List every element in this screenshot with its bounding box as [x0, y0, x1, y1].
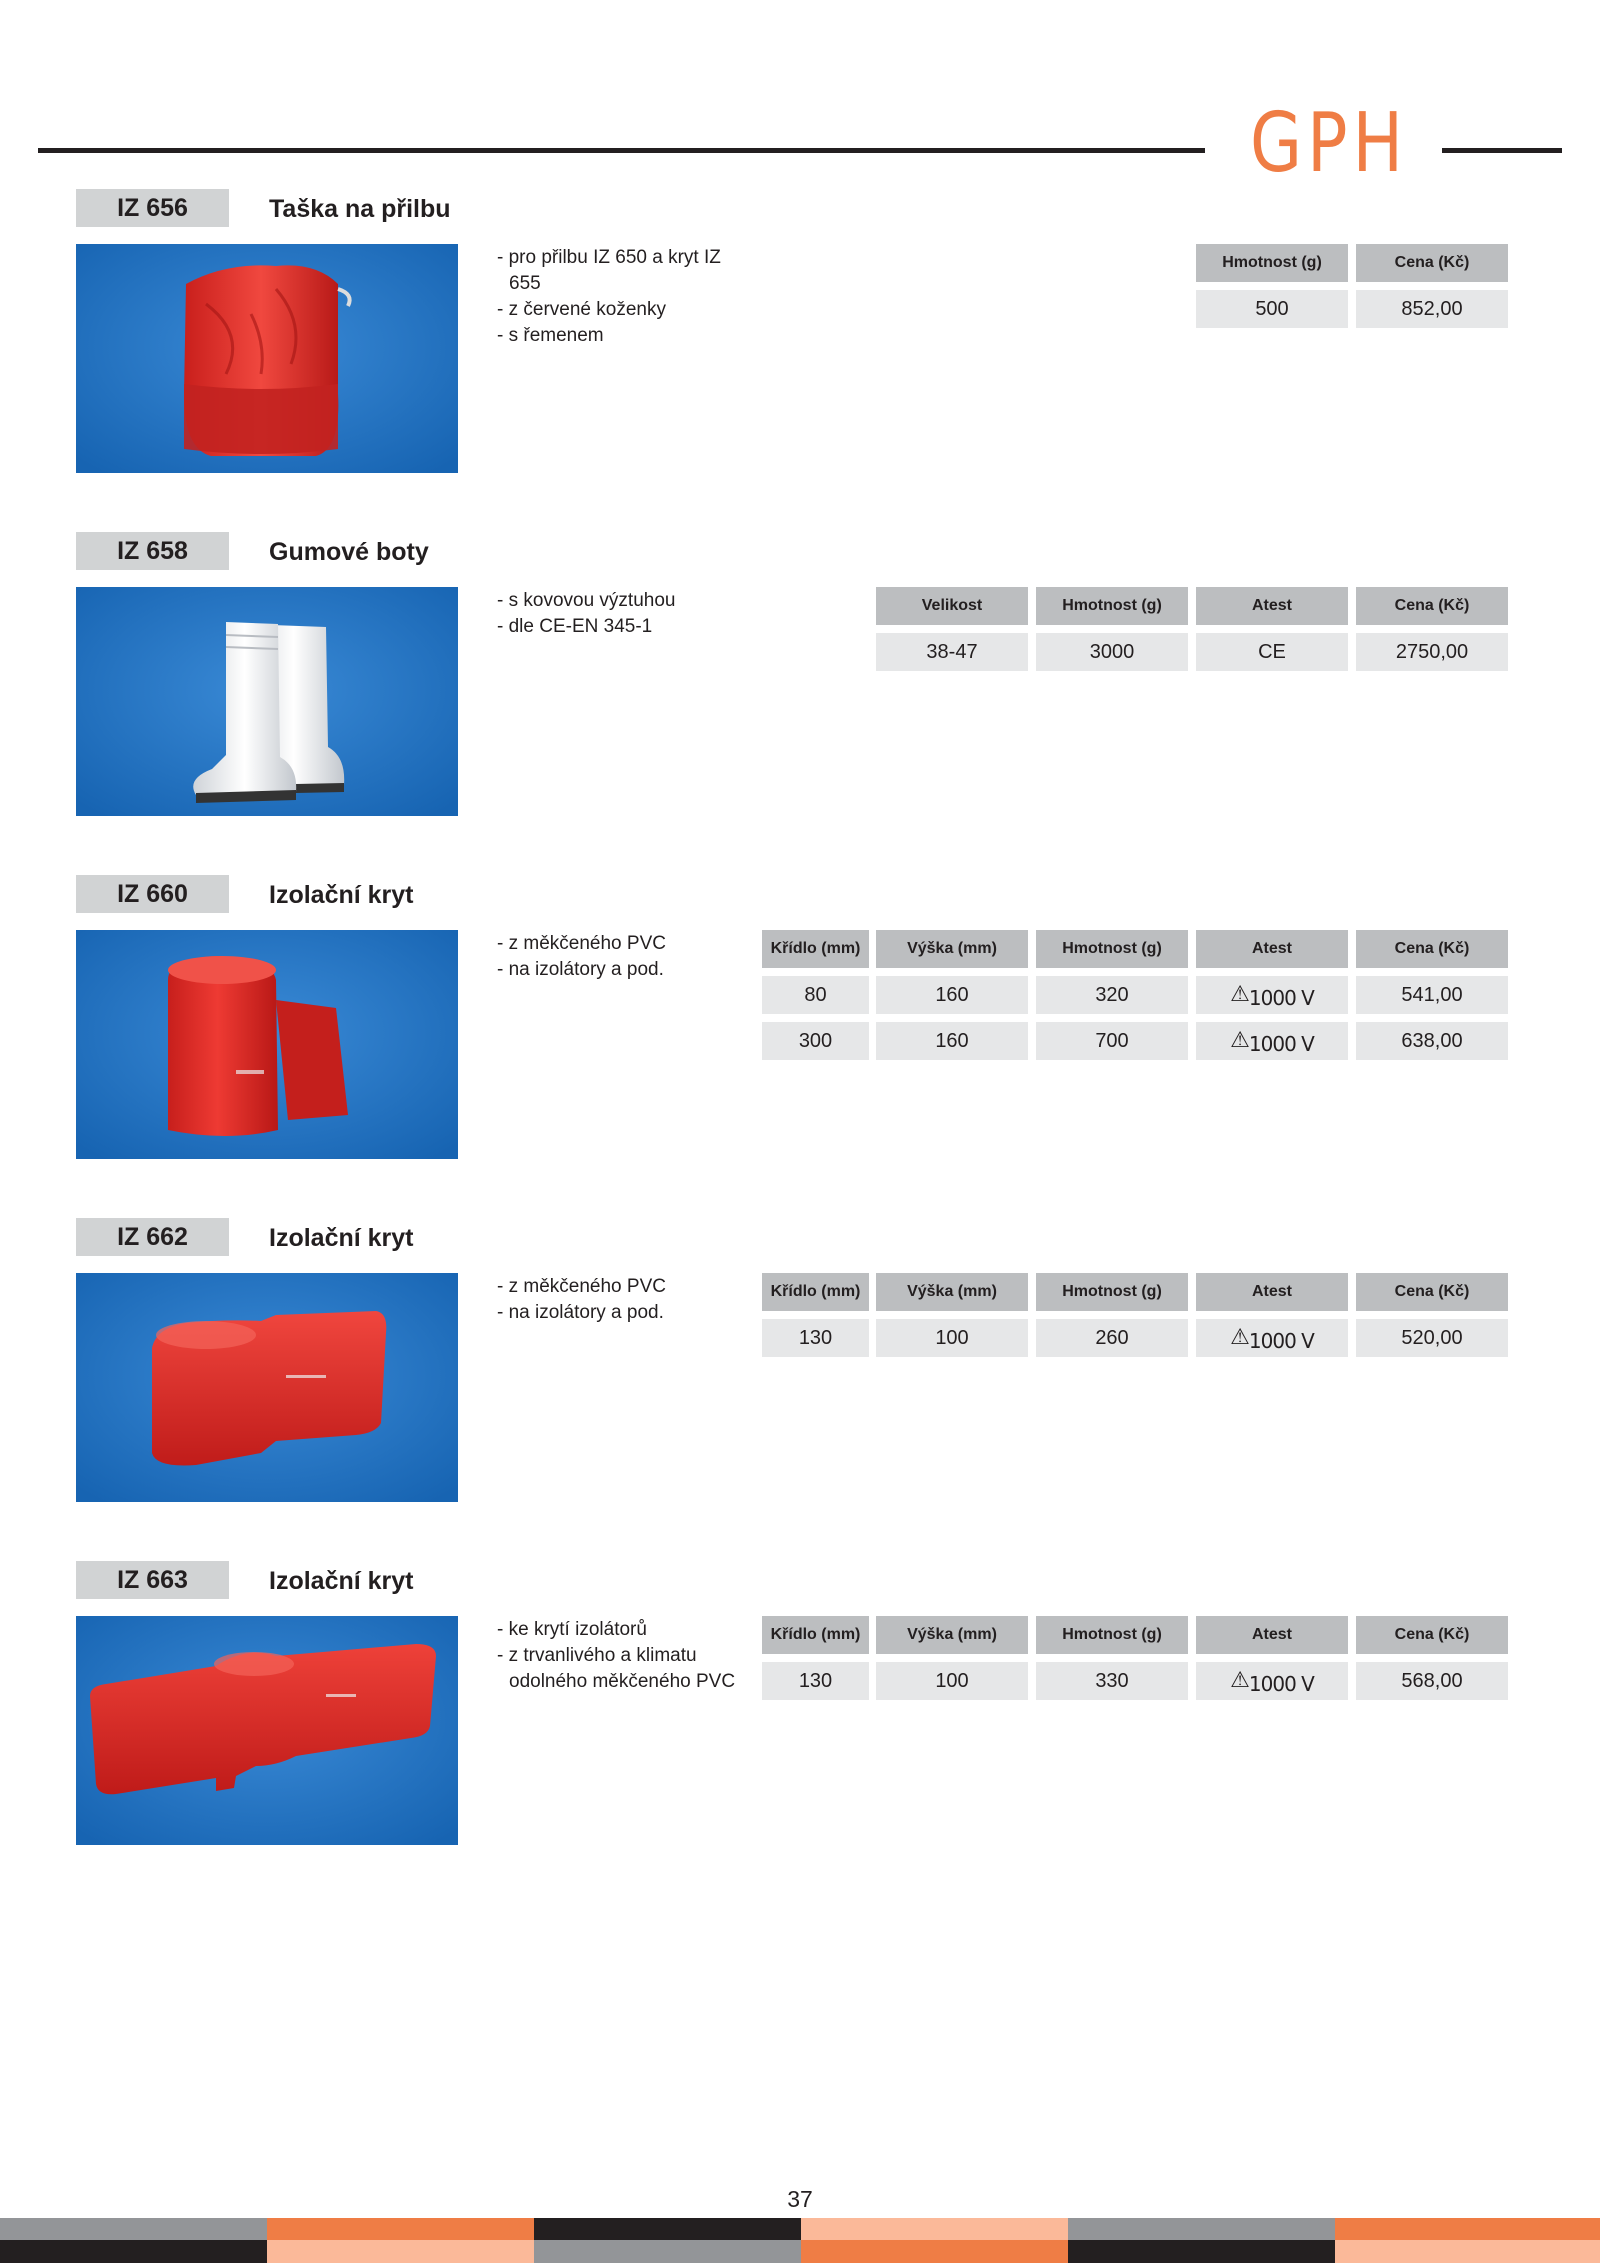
- table-header-cena: Cena (Kč): [1356, 1616, 1508, 1654]
- product-name: Izolační kryt: [269, 881, 414, 909]
- feature-item: - s řemenem: [497, 323, 737, 349]
- table-cell: 100: [876, 1319, 1028, 1357]
- feature-item: - s kovovou výztuhou: [497, 588, 737, 614]
- table-header-velikost: Velikost: [876, 587, 1028, 625]
- table-cell: 160: [876, 976, 1028, 1014]
- footer-band: [801, 2240, 1068, 2263]
- product-iz-662: [0, 1218, 1600, 1548]
- feature-list: [497, 1617, 737, 1695]
- red-insulating-cover-icon: [76, 1273, 458, 1502]
- table-cell: 100: [876, 1662, 1028, 1700]
- table-header-cena: Cena (Kč): [1356, 244, 1508, 282]
- table-cell: 130: [762, 1662, 869, 1700]
- page-number: 37: [787, 2186, 813, 2212]
- table-cell: 130: [762, 1319, 869, 1357]
- table-header-hmotnost: Hmotnost (g): [1036, 1273, 1188, 1311]
- product-iz-658: [0, 532, 1600, 862]
- table-cell-atest: [1196, 1319, 1348, 1357]
- feature-list: [497, 1274, 737, 1326]
- product-name: Taška na přilbu: [269, 195, 451, 223]
- table-header-atest: Atest: [1196, 587, 1348, 625]
- feature-item: - na izolátory a pod.: [497, 957, 737, 983]
- red-insulating-cover-icon: [76, 1616, 458, 1845]
- table-header-hmotnost: Hmotnost (g): [1036, 587, 1188, 625]
- table-header-hmotnost: Hmotnost (g): [1036, 1616, 1188, 1654]
- atest-value: 1000 V: [1248, 1032, 1314, 1056]
- table-cell: 160: [876, 1022, 1028, 1060]
- table-cell: 568,00: [1356, 1662, 1508, 1700]
- table-cell-atest: [1196, 976, 1348, 1014]
- table-header-cena: Cena (Kč): [1356, 930, 1508, 968]
- feature-item: - pro přilbu IZ 650 a kryt IZ 655: [497, 245, 737, 297]
- feature-item: - na izolátory a pod.: [497, 1300, 737, 1326]
- voltage-warning-icon: ⚠: [1230, 1668, 1249, 1693]
- table-header-kridlo: Křídlo (mm): [762, 930, 869, 968]
- footer-band: [1068, 2240, 1335, 2263]
- voltage-warning-icon: ⚠: [1230, 1028, 1249, 1053]
- table-cell: 520,00: [1356, 1319, 1508, 1357]
- table-cell: 638,00: [1356, 1022, 1508, 1060]
- feature-list: [497, 931, 737, 983]
- table-header-vyska: Výška (mm): [876, 1616, 1028, 1654]
- voltage-warning-icon: ⚠: [1230, 982, 1249, 1007]
- feature-item: - dle CE-EN 345-1: [497, 614, 737, 640]
- footer-band: [267, 2240, 534, 2263]
- product-iz-660: [0, 875, 1600, 1205]
- table-cell-atest: [1196, 1022, 1348, 1060]
- table-cell: 3000: [1036, 633, 1188, 671]
- atest-value: 1000 V: [1248, 1329, 1314, 1353]
- table-cell: 80: [762, 976, 869, 1014]
- product-code: IZ 663: [76, 1561, 229, 1599]
- table-header-kridlo: Křídlo (mm): [762, 1616, 869, 1654]
- table-cell: 700: [1036, 1022, 1188, 1060]
- product-code: IZ 662: [76, 1218, 229, 1256]
- footer-band: [1335, 2218, 1600, 2240]
- footer-band: [801, 2218, 1068, 2240]
- product-photo: [76, 244, 458, 473]
- feature-item: - z červené koženky: [497, 297, 737, 323]
- table-header-hmotnost: Hmotnost (g): [1036, 930, 1188, 968]
- table-header-vyska: Výška (mm): [876, 1273, 1028, 1311]
- table-cell: 260: [1036, 1319, 1188, 1357]
- product-photo: [76, 1273, 458, 1502]
- footer-band: [1335, 2240, 1600, 2263]
- product-name: Izolační kryt: [269, 1224, 414, 1252]
- header-rule-left: [38, 148, 1205, 153]
- feature-item: - z trvanlivého a klimatu odolného měkčeného PVC: [497, 1643, 737, 1695]
- table-header-kridlo: Křídlo (mm): [762, 1273, 869, 1311]
- table-header-atest: Atest: [1196, 930, 1348, 968]
- product-photo: [76, 587, 458, 816]
- table-header-hmotnost: Hmotnost (g): [1196, 244, 1348, 282]
- feature-list: [497, 245, 737, 349]
- red-insulating-cover-icon: [76, 930, 458, 1159]
- footer-band: [267, 2218, 534, 2240]
- red-helmet-bag-icon: [76, 244, 458, 473]
- table-cell-atest: [1196, 1662, 1348, 1700]
- feature-item: - z měkčeného PVC: [497, 1274, 737, 1300]
- table-cell: 541,00: [1356, 976, 1508, 1014]
- product-photo: [76, 1616, 458, 1845]
- footer-band: [534, 2218, 801, 2240]
- table-cell: 852,00: [1356, 290, 1508, 328]
- feature-list: [497, 588, 737, 640]
- feature-item: - z měkčeného PVC: [497, 931, 737, 957]
- table-header-atest: Atest: [1196, 1273, 1348, 1311]
- table-cell: 330: [1036, 1662, 1188, 1700]
- footer-band: [0, 2218, 267, 2240]
- product-photo: [76, 930, 458, 1159]
- product-name: Izolační kryt: [269, 1567, 414, 1595]
- table-cell: 2750,00: [1356, 633, 1508, 671]
- product-code: IZ 660: [76, 875, 229, 913]
- product-name: Gumové boty: [269, 538, 429, 566]
- feature-item: - ke krytí izolátorů: [497, 1617, 737, 1643]
- footer-band: [534, 2240, 801, 2263]
- footer-band: [1068, 2218, 1335, 2240]
- product-iz-656: [0, 189, 1600, 519]
- voltage-warning-icon: ⚠: [1230, 1325, 1249, 1350]
- table-header-vyska: Výška (mm): [876, 930, 1028, 968]
- white-rubber-boots-icon: [76, 587, 458, 816]
- table-cell: 38-47: [876, 633, 1028, 671]
- brand-logo: GPH: [1250, 96, 1408, 191]
- table-cell: 320: [1036, 976, 1188, 1014]
- atest-value: 1000 V: [1248, 986, 1314, 1010]
- product-code: IZ 658: [76, 532, 229, 570]
- product-code: IZ 656: [76, 189, 229, 227]
- table-header-cena: Cena (Kč): [1356, 1273, 1508, 1311]
- footer-band: [0, 2240, 267, 2263]
- table-header-atest: Atest: [1196, 1616, 1348, 1654]
- header-rule-right: [1442, 148, 1562, 153]
- table-cell: 500: [1196, 290, 1348, 328]
- table-cell: 300: [762, 1022, 869, 1060]
- product-iz-663: [0, 1561, 1600, 1891]
- atest-value: 1000 V: [1248, 1672, 1314, 1696]
- table-cell: CE: [1196, 633, 1348, 671]
- table-header-cena: Cena (Kč): [1356, 587, 1508, 625]
